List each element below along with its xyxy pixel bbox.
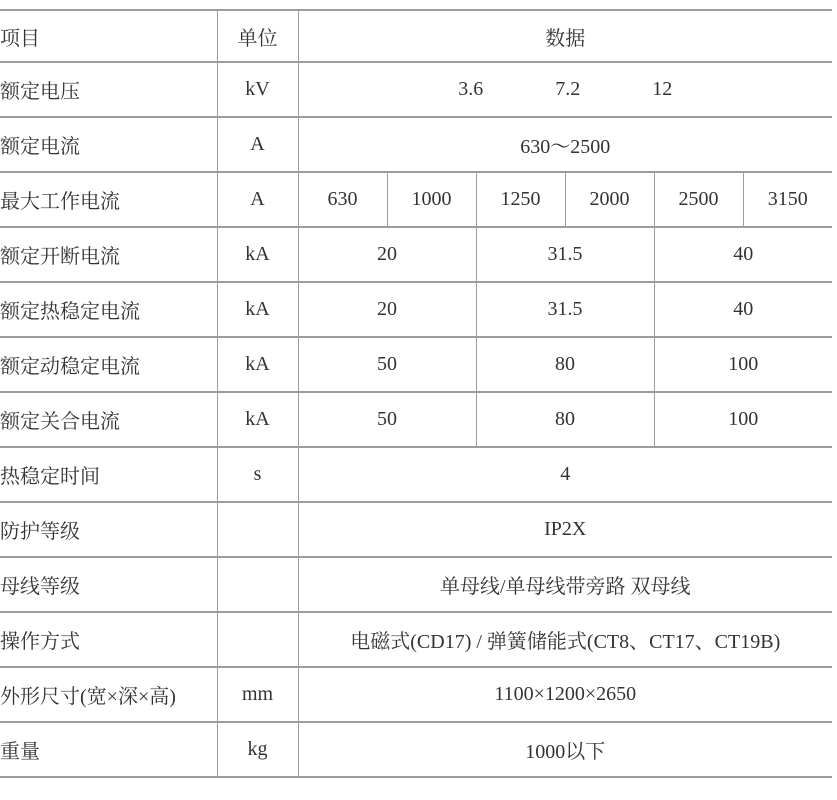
unit-label: kA (217, 392, 298, 447)
value-cell: 20 (298, 282, 476, 337)
spec-table (0, 9, 832, 778)
value-cell: 2500 (654, 172, 743, 227)
table-row-max-working-current (0, 172, 832, 227)
value-cell: 80 (476, 392, 654, 447)
value-cell: 40 (654, 227, 832, 282)
value-cell: 100 (654, 392, 832, 447)
table-row-busbar-level (0, 557, 832, 612)
value-cell: 4 (298, 447, 832, 502)
table-row-protection-level (0, 502, 832, 557)
value-cell: 630～2500 (298, 117, 832, 172)
unit-label (217, 557, 298, 612)
value-cell: 630 (298, 172, 387, 227)
value-cell: 3150 (743, 172, 832, 227)
value-cell (298, 62, 832, 117)
item-label: 额定电流 (0, 117, 217, 172)
table-row-dimensions (0, 667, 832, 722)
voltage-value: 3.6 (458, 78, 484, 100)
voltage-value: 12 (652, 78, 673, 100)
item-label: 热稳定时间 (0, 447, 217, 502)
unit-label (217, 502, 298, 557)
voltage-value: 7.2 (555, 78, 581, 100)
unit-label: s (217, 447, 298, 502)
item-label: 最大工作电流 (0, 172, 217, 227)
value-cell: 40 (654, 282, 832, 337)
value-cell: 1000 (387, 172, 476, 227)
table-row-weight (0, 722, 832, 777)
unit-label: kA (217, 337, 298, 392)
value-cell: 31.5 (476, 282, 654, 337)
table-row-thermal-time (0, 447, 832, 502)
table-row-rated-voltage (0, 62, 832, 117)
item-label: 额定开断电流 (0, 227, 217, 282)
unit-label: mm (217, 667, 298, 722)
unit-label: kA (217, 282, 298, 337)
table-row-rated-current (0, 117, 832, 172)
value-cell: 50 (298, 337, 476, 392)
value-cell: 单母线/单母线带旁路 双母线 (298, 557, 832, 612)
table-row-rated-breaking-current (0, 227, 832, 282)
value-cell: 50 (298, 392, 476, 447)
value-cell: 20 (298, 227, 476, 282)
value-cell: 1000以下 (298, 722, 832, 777)
voltage-values (299, 78, 833, 101)
item-label: 额定关合电流 (0, 392, 217, 447)
unit-label: kg (217, 722, 298, 777)
header-item-label: 项目 (0, 10, 217, 62)
item-label: 额定热稳定电流 (0, 282, 217, 337)
header-unit-label: 单位 (217, 10, 298, 62)
value-cell: 80 (476, 337, 654, 392)
value-cell: 31.5 (476, 227, 654, 282)
table-row-operation-mode (0, 612, 832, 667)
item-label: 操作方式 (0, 612, 217, 667)
value-cell: 电磁式(CD17) / 弹簧储能式(CT8、CT17、CT19B) (298, 612, 832, 667)
header-data-label: 数据 (298, 10, 832, 62)
unit-label (217, 612, 298, 667)
value-cell: IP2X (298, 502, 832, 557)
unit-label: A (217, 117, 298, 172)
value-cell: 1100×1200×2650 (298, 667, 832, 722)
unit-label: kV (217, 62, 298, 117)
value-cell: 100 (654, 337, 832, 392)
item-label: 额定电压 (0, 62, 217, 117)
value-cell: 2000 (565, 172, 654, 227)
item-label: 母线等级 (0, 557, 217, 612)
unit-label: A (217, 172, 298, 227)
table-row-rated-dynamic-current (0, 337, 832, 392)
item-label: 重量 (0, 722, 217, 777)
value-cell: 1250 (476, 172, 565, 227)
header-row (0, 10, 832, 62)
item-label: 额定动稳定电流 (0, 337, 217, 392)
item-label: 外形尺寸(宽×深×高) (0, 667, 217, 722)
item-label: 防护等级 (0, 502, 217, 557)
unit-label: kA (217, 227, 298, 282)
table-row-rated-thermal-current (0, 282, 832, 337)
table-row-rated-closing-current (0, 392, 832, 447)
